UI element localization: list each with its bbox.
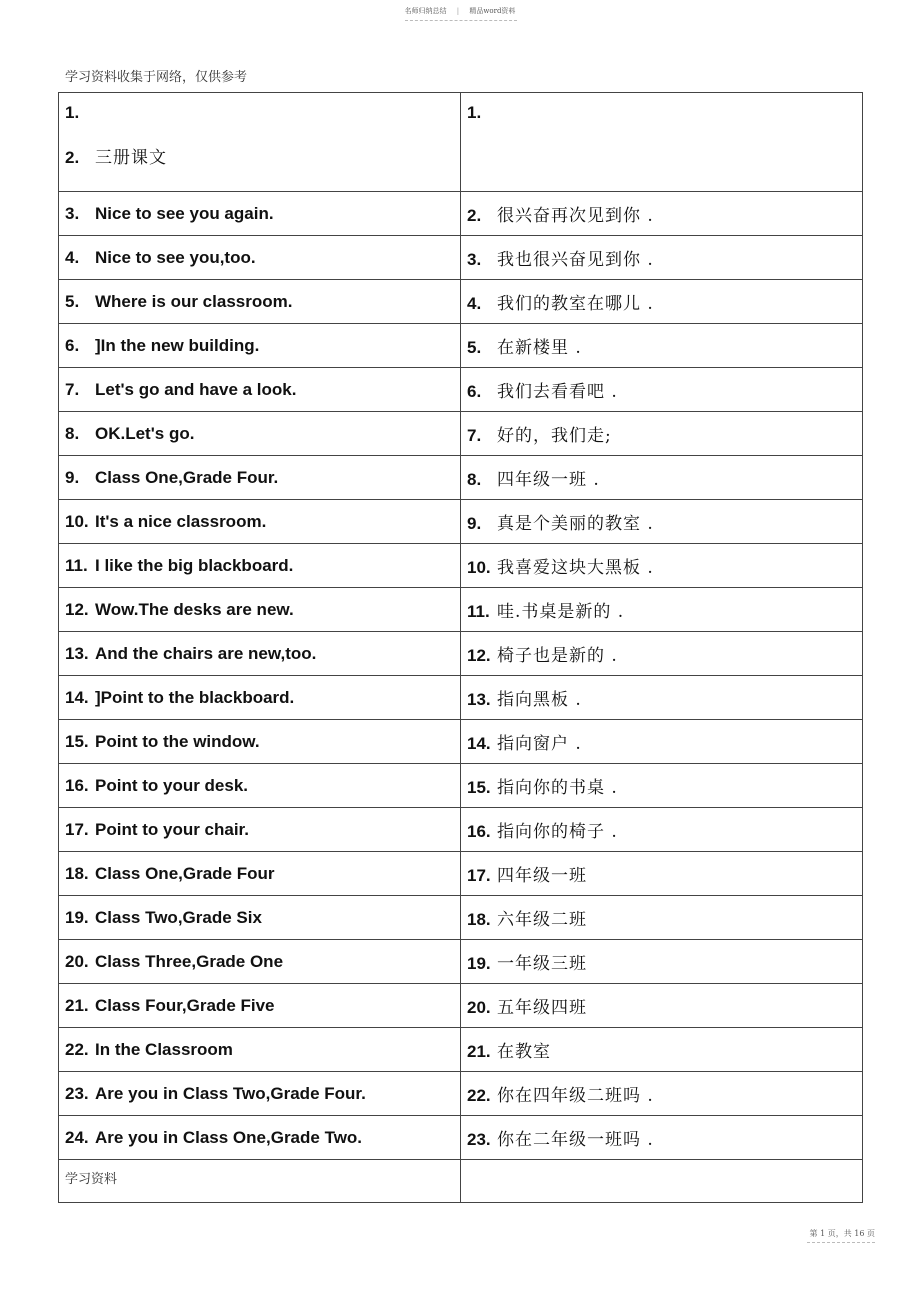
row-number: 13.	[467, 690, 491, 709]
table-row	[59, 1072, 863, 1116]
english-sentence: It's a nice classroom.	[95, 511, 267, 531]
row-number: 2.	[65, 148, 80, 167]
header-cell-right	[461, 93, 863, 192]
chinese-sentence: 在教室	[497, 1042, 551, 1062]
row-number: 12.	[467, 646, 491, 665]
row-number: 7.	[467, 426, 482, 445]
row-number: 22.	[65, 1039, 89, 1059]
lesson-table	[58, 92, 863, 1203]
chinese-sentence: 很兴奋再次见到你 .	[497, 206, 654, 226]
english-cell	[59, 236, 461, 280]
bottom-note: 学习资料	[65, 1172, 118, 1187]
row-number: 16.	[65, 775, 89, 795]
table-row	[59, 236, 863, 280]
chinese-sentence: 六年级二班	[497, 910, 587, 930]
row-number: 9.	[65, 467, 80, 487]
row-number: 22.	[467, 1086, 491, 1105]
table-row	[59, 808, 863, 852]
english-cell	[59, 192, 461, 236]
english-sentence: Point to the window.	[95, 731, 260, 751]
row-number: 13.	[65, 643, 89, 663]
page-number: 第 1 页，共 16 页	[809, 1229, 875, 1238]
english-sentence: ]Point to the blackboard.	[95, 687, 295, 707]
english-sentence: And the chairs are new,too.	[95, 643, 317, 663]
chinese-cell	[461, 192, 863, 236]
chinese-sentence: 在新楼里 .	[497, 338, 582, 358]
english-sentence: In the Classroom	[95, 1039, 233, 1059]
english-sentence: Class Two,Grade Six	[95, 907, 262, 927]
english-sentence: Class One,Grade Four.	[95, 467, 279, 487]
row-number: 23.	[65, 1083, 89, 1103]
english-cell	[59, 368, 461, 412]
row-number: 5.	[65, 291, 80, 311]
table-row	[59, 1116, 863, 1160]
english-sentence: Class Three,Grade One	[95, 951, 284, 971]
chinese-cell	[461, 764, 863, 808]
english-sentence: Point to your desk.	[95, 775, 249, 795]
table-row	[59, 324, 863, 368]
row-number: 24.	[65, 1127, 89, 1147]
row-number: 11.	[467, 602, 490, 621]
chinese-cell	[461, 632, 863, 676]
english-cell	[59, 1072, 461, 1116]
english-sentence: Nice to see you again.	[95, 203, 274, 223]
table-row	[59, 852, 863, 896]
english-cell	[59, 500, 461, 544]
chinese-sentence: 好的，我们走;	[497, 426, 612, 446]
table-row	[59, 940, 863, 984]
header-left-text: 名师归纳总结	[404, 7, 447, 15]
chinese-cell	[461, 456, 863, 500]
chinese-sentence: 我们去看看吧 .	[497, 382, 618, 402]
chinese-sentence: 指向窗户 .	[497, 734, 582, 754]
chinese-sentence: 指向你的书桌 .	[497, 778, 618, 798]
row-number: 21.	[65, 995, 89, 1015]
row-number: 3.	[467, 250, 482, 269]
english-sentence: Point to your chair.	[95, 819, 249, 839]
english-cell	[59, 1028, 461, 1072]
page-header	[0, 6, 920, 16]
english-cell	[59, 412, 461, 456]
chinese-sentence: 指向你的椅子 .	[497, 822, 618, 842]
row-number: 2.	[467, 206, 482, 225]
chinese-cell	[461, 676, 863, 720]
row-number: 19.	[65, 907, 89, 927]
table-row	[59, 280, 863, 324]
table-row	[59, 588, 863, 632]
english-sentence: OK.Let's go.	[95, 423, 195, 443]
row-number: 6.	[467, 382, 482, 401]
row-number: 18.	[65, 863, 89, 883]
row-number: 17.	[467, 866, 491, 885]
chinese-cell	[461, 896, 863, 940]
english-sentence: Where is our classroom.	[95, 291, 293, 311]
table-row	[59, 192, 863, 236]
english-sentence: Class Four,Grade Five	[95, 995, 275, 1015]
header-separator: |	[456, 7, 460, 15]
english-cell	[59, 940, 461, 984]
empty-cell-left	[59, 1160, 461, 1203]
chinese-sentence: 指向黑板 .	[497, 690, 582, 710]
chinese-cell	[461, 1028, 863, 1072]
chinese-sentence: 四年级一班 .	[497, 470, 600, 490]
english-cell	[59, 808, 461, 852]
top-note: 学习资料收集于网络，仅供参考	[65, 70, 248, 85]
chinese-cell	[461, 544, 863, 588]
table-row	[59, 764, 863, 808]
english-cell	[59, 984, 461, 1028]
row-number: 23.	[467, 1130, 491, 1149]
english-sentence: Nice to see you,too.	[95, 247, 256, 267]
english-cell	[59, 720, 461, 764]
empty-table-row	[59, 1160, 863, 1203]
section-title: 三册课文	[95, 148, 167, 168]
row-number: 14.	[467, 734, 491, 753]
row-number: 21.	[467, 1042, 491, 1061]
table-row	[59, 368, 863, 412]
table-row	[59, 412, 863, 456]
chinese-cell	[461, 368, 863, 412]
chinese-cell	[461, 412, 863, 456]
chinese-cell	[461, 236, 863, 280]
row-number: 17.	[65, 819, 89, 839]
english-sentence: Class One,Grade Four	[95, 863, 275, 883]
header-cell-left	[59, 93, 461, 192]
row-number: 8.	[65, 423, 80, 443]
row-number: 3.	[65, 203, 80, 223]
chinese-sentence: 我也很兴奋见到你 .	[497, 250, 654, 270]
english-cell	[59, 280, 461, 324]
chinese-cell	[461, 1072, 863, 1116]
chinese-cell	[461, 852, 863, 896]
chinese-cell	[461, 324, 863, 368]
table-row	[59, 896, 863, 940]
row-number: 10.	[65, 511, 89, 531]
english-cell	[59, 544, 461, 588]
table-row	[59, 456, 863, 500]
chinese-cell	[461, 588, 863, 632]
row-number: 5.	[467, 338, 482, 357]
chinese-cell	[461, 940, 863, 984]
row-number: 19.	[467, 954, 491, 973]
chinese-sentence: 一年级三班	[497, 954, 587, 974]
page-number-rule	[807, 1242, 875, 1243]
chinese-cell	[461, 280, 863, 324]
chinese-sentence: 我喜爱这块大黑板 .	[497, 558, 654, 578]
row-number: 8.	[467, 470, 482, 489]
table-row	[59, 676, 863, 720]
english-sentence: Are you in Class Two,Grade Four.	[95, 1083, 366, 1103]
english-sentence: ]In the new building.	[95, 335, 260, 355]
english-cell	[59, 676, 461, 720]
chinese-sentence: 四年级一班	[497, 866, 587, 886]
english-cell	[59, 896, 461, 940]
chinese-cell	[461, 984, 863, 1028]
english-sentence: Are you in Class One,Grade Two.	[95, 1127, 363, 1147]
row-number: 1.	[65, 103, 80, 122]
row-number: 20.	[65, 951, 89, 971]
english-cell	[59, 1116, 461, 1160]
row-number: 11.	[65, 555, 88, 575]
row-number: 15.	[467, 778, 491, 797]
english-cell	[59, 764, 461, 808]
english-sentence: I like the big blackboard.	[95, 555, 294, 575]
row-number: 4.	[467, 294, 482, 313]
row-number: 14.	[65, 687, 89, 707]
row-number: 6.	[65, 335, 80, 355]
english-cell	[59, 588, 461, 632]
chinese-cell	[461, 1116, 863, 1160]
english-cell	[59, 852, 461, 896]
chinese-cell	[461, 808, 863, 852]
row-number: 20.	[467, 998, 491, 1017]
chinese-sentence: 五年级四班	[497, 998, 587, 1018]
english-sentence: Wow.The desks are new.	[95, 599, 294, 619]
row-number: 4.	[65, 247, 80, 267]
chinese-sentence: 我们的教室在哪儿 .	[497, 294, 654, 314]
english-sentence: Let's go and have a look.	[95, 379, 297, 399]
row-number: 10.	[467, 558, 491, 577]
table-row	[59, 1028, 863, 1072]
row-number: 9.	[467, 514, 482, 533]
chinese-sentence: 椅子也是新的 .	[497, 646, 618, 666]
table-row	[59, 544, 863, 588]
header-right-text: 精品word资料	[469, 7, 516, 15]
table-header-row	[59, 93, 863, 192]
row-number: 15.	[65, 731, 89, 751]
header-rule	[405, 20, 517, 21]
row-number: 18.	[467, 910, 491, 929]
row-number: 7.	[65, 379, 80, 399]
english-cell	[59, 456, 461, 500]
chinese-sentence: 你在四年级二班吗 .	[497, 1086, 654, 1106]
row-number: 1.	[467, 103, 482, 122]
row-number: 12.	[65, 599, 89, 619]
table-row	[59, 500, 863, 544]
chinese-cell	[461, 500, 863, 544]
chinese-sentence: 哇.书桌是新的 .	[497, 602, 625, 622]
chinese-sentence: 你在二年级一班吗 .	[497, 1130, 654, 1150]
english-cell	[59, 324, 461, 368]
empty-cell-right	[461, 1160, 863, 1203]
row-number: 16.	[467, 822, 491, 841]
chinese-cell	[461, 720, 863, 764]
english-cell	[59, 632, 461, 676]
table-row	[59, 720, 863, 764]
table-row	[59, 984, 863, 1028]
chinese-sentence: 真是个美丽的教室 .	[497, 514, 654, 534]
table-row	[59, 632, 863, 676]
